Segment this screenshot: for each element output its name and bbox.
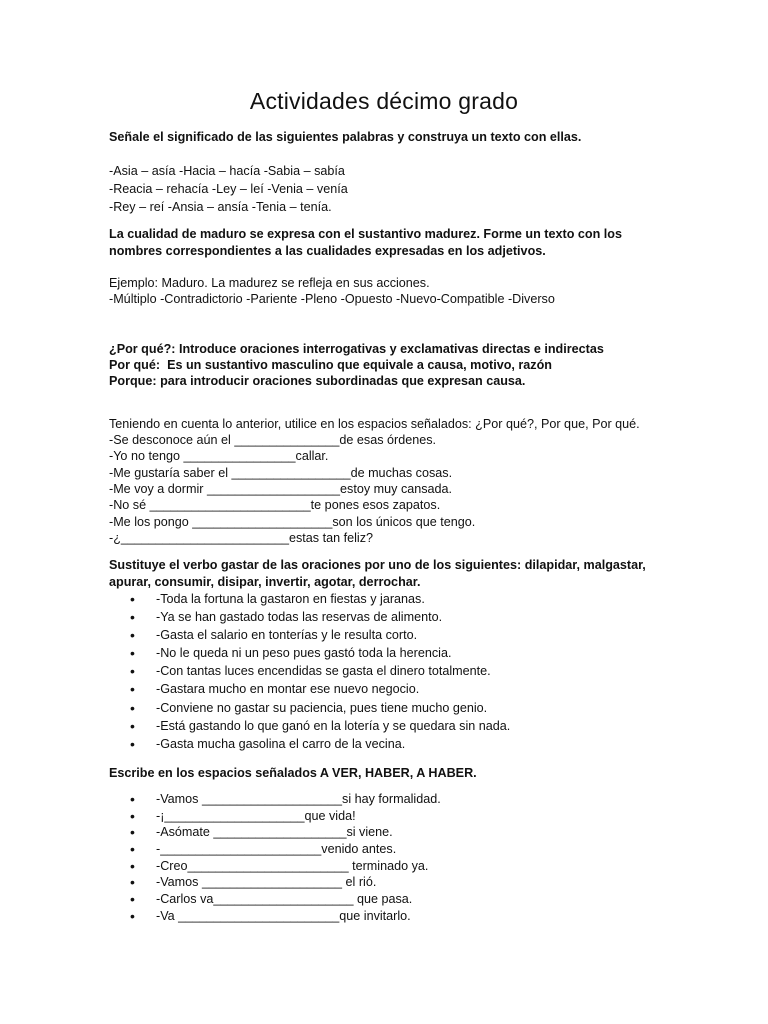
section5-instruction-line-2: apurar, consumir, disipar, invertir, agotar, derrochar. — [109, 575, 421, 589]
section2-instruction-line-1: La cualidad de maduro se expresa con el sustantivo madurez. Forme un texto con los — [109, 227, 622, 241]
list-item: • -Está gastando lo que ganó en la lotería y se quedara sin nada. — [130, 717, 510, 735]
section4-line-4: -Me voy a dormir ___________________estoy muy cansada. — [109, 482, 453, 496]
list-item: • -Ya se han gastado todas las reservas de alimento. — [130, 608, 510, 626]
list-item: • -Carlos va____________________ que pasa. — [130, 891, 441, 908]
section4-line-6: -Me los pongo ____________________son los únicos que tengo. — [109, 515, 476, 529]
list-item: • -Gastara mucho en montar ese nuevo negocio. — [130, 680, 510, 698]
list-item: • -Gasta mucha gasolina el carro de la vecina. — [130, 735, 510, 753]
section1-line-1: -Asia – asía -Hacia – hacía -Sabia – sabía — [109, 164, 345, 178]
section6-instruction: Escribe en los espacios señalados A VER, HABER, A HABER. — [109, 766, 477, 780]
list-item: • -Creo_______________________ terminado ya. — [130, 858, 441, 875]
list-item: • -No le queda ni un peso pues gastó toda la herencia. — [130, 644, 510, 662]
section3-line-3: Porque: para introducir oraciones subordinadas que expresan causa. — [109, 374, 526, 388]
section2-example: Ejemplo: Maduro. La madurez se refleja en sus acciones. — [109, 276, 430, 290]
section1-instruction: Señale el significado de las siguientes palabras y construya un texto con ellas. — [109, 130, 582, 144]
list-item: • -Conviene no gastar su paciencia, pues tiene mucho genio. — [130, 699, 510, 717]
list-item: • -Asómate ___________________si viene. — [130, 824, 441, 841]
section3-line-1: ¿Por qué?: Introduce oraciones interrogativas y exclamativas directas e indirectas — [109, 342, 604, 356]
section4-line-2: -Yo no tengo ________________callar. — [109, 449, 329, 463]
section4-line-5: -No sé _______________________te pones esos zapatos. — [109, 498, 441, 512]
list-item: • -_______________________venido antes. — [130, 841, 441, 858]
section3-line-2: Por qué: Es un sustantivo masculino que equivale a causa, motivo, razón — [109, 358, 552, 372]
list-item: • -Va _______________________que invitarlo. — [130, 908, 441, 925]
page-title: Actividades décimo grado — [249, 88, 519, 114]
list-item: • -Vamos ____________________ el rió. — [130, 874, 441, 891]
section5-list — [130, 590, 510, 753]
list-item: • -Con tantas luces encendidas se gasta el dinero totalmente. — [130, 662, 510, 680]
section4-line-1: -Se desconoce aún el _______________de esas órdenes. — [109, 433, 437, 447]
section4-instruction: Teniendo en cuenta lo anterior, utilice en los espacios señalados: ¿Por qué?, Por que, Por qué. — [109, 417, 640, 431]
list-item: • -Toda la fortuna la gastaron en fiestas y jaranas. — [130, 590, 510, 608]
section1-line-3: -Rey – reí -Ansia – ansía -Tenia – tenía. — [109, 200, 332, 214]
list-item: • -Gasta el salario en tonterías y le resulta corto. — [130, 626, 510, 644]
section2-words: -Múltiplo -Contradictorio -Pariente -Pleno -Opuesto -Nuevo-Compatible -Diverso — [109, 292, 555, 306]
section4-line-7: -¿________________________estas tan feliz? — [109, 531, 373, 545]
section4-line-3: -Me gustaría saber el _________________de muchas cosas. — [109, 466, 453, 480]
section2-instruction-line-2: nombres correspondientes a las cualidades expresadas en los adjetivos. — [109, 244, 546, 258]
list-item: • -¡____________________que vida! — [130, 808, 441, 825]
section1-line-2: -Reacia – rehacía -Ley – leí -Venia – venía — [109, 182, 348, 196]
section6-list — [130, 791, 441, 925]
section5-instruction-line-1: Sustituye el verbo gastar de las oraciones por uno de los siguientes: dilapidar, malgastar, — [109, 558, 646, 572]
list-item: • -Vamos ____________________si hay formalidad. — [130, 791, 441, 808]
